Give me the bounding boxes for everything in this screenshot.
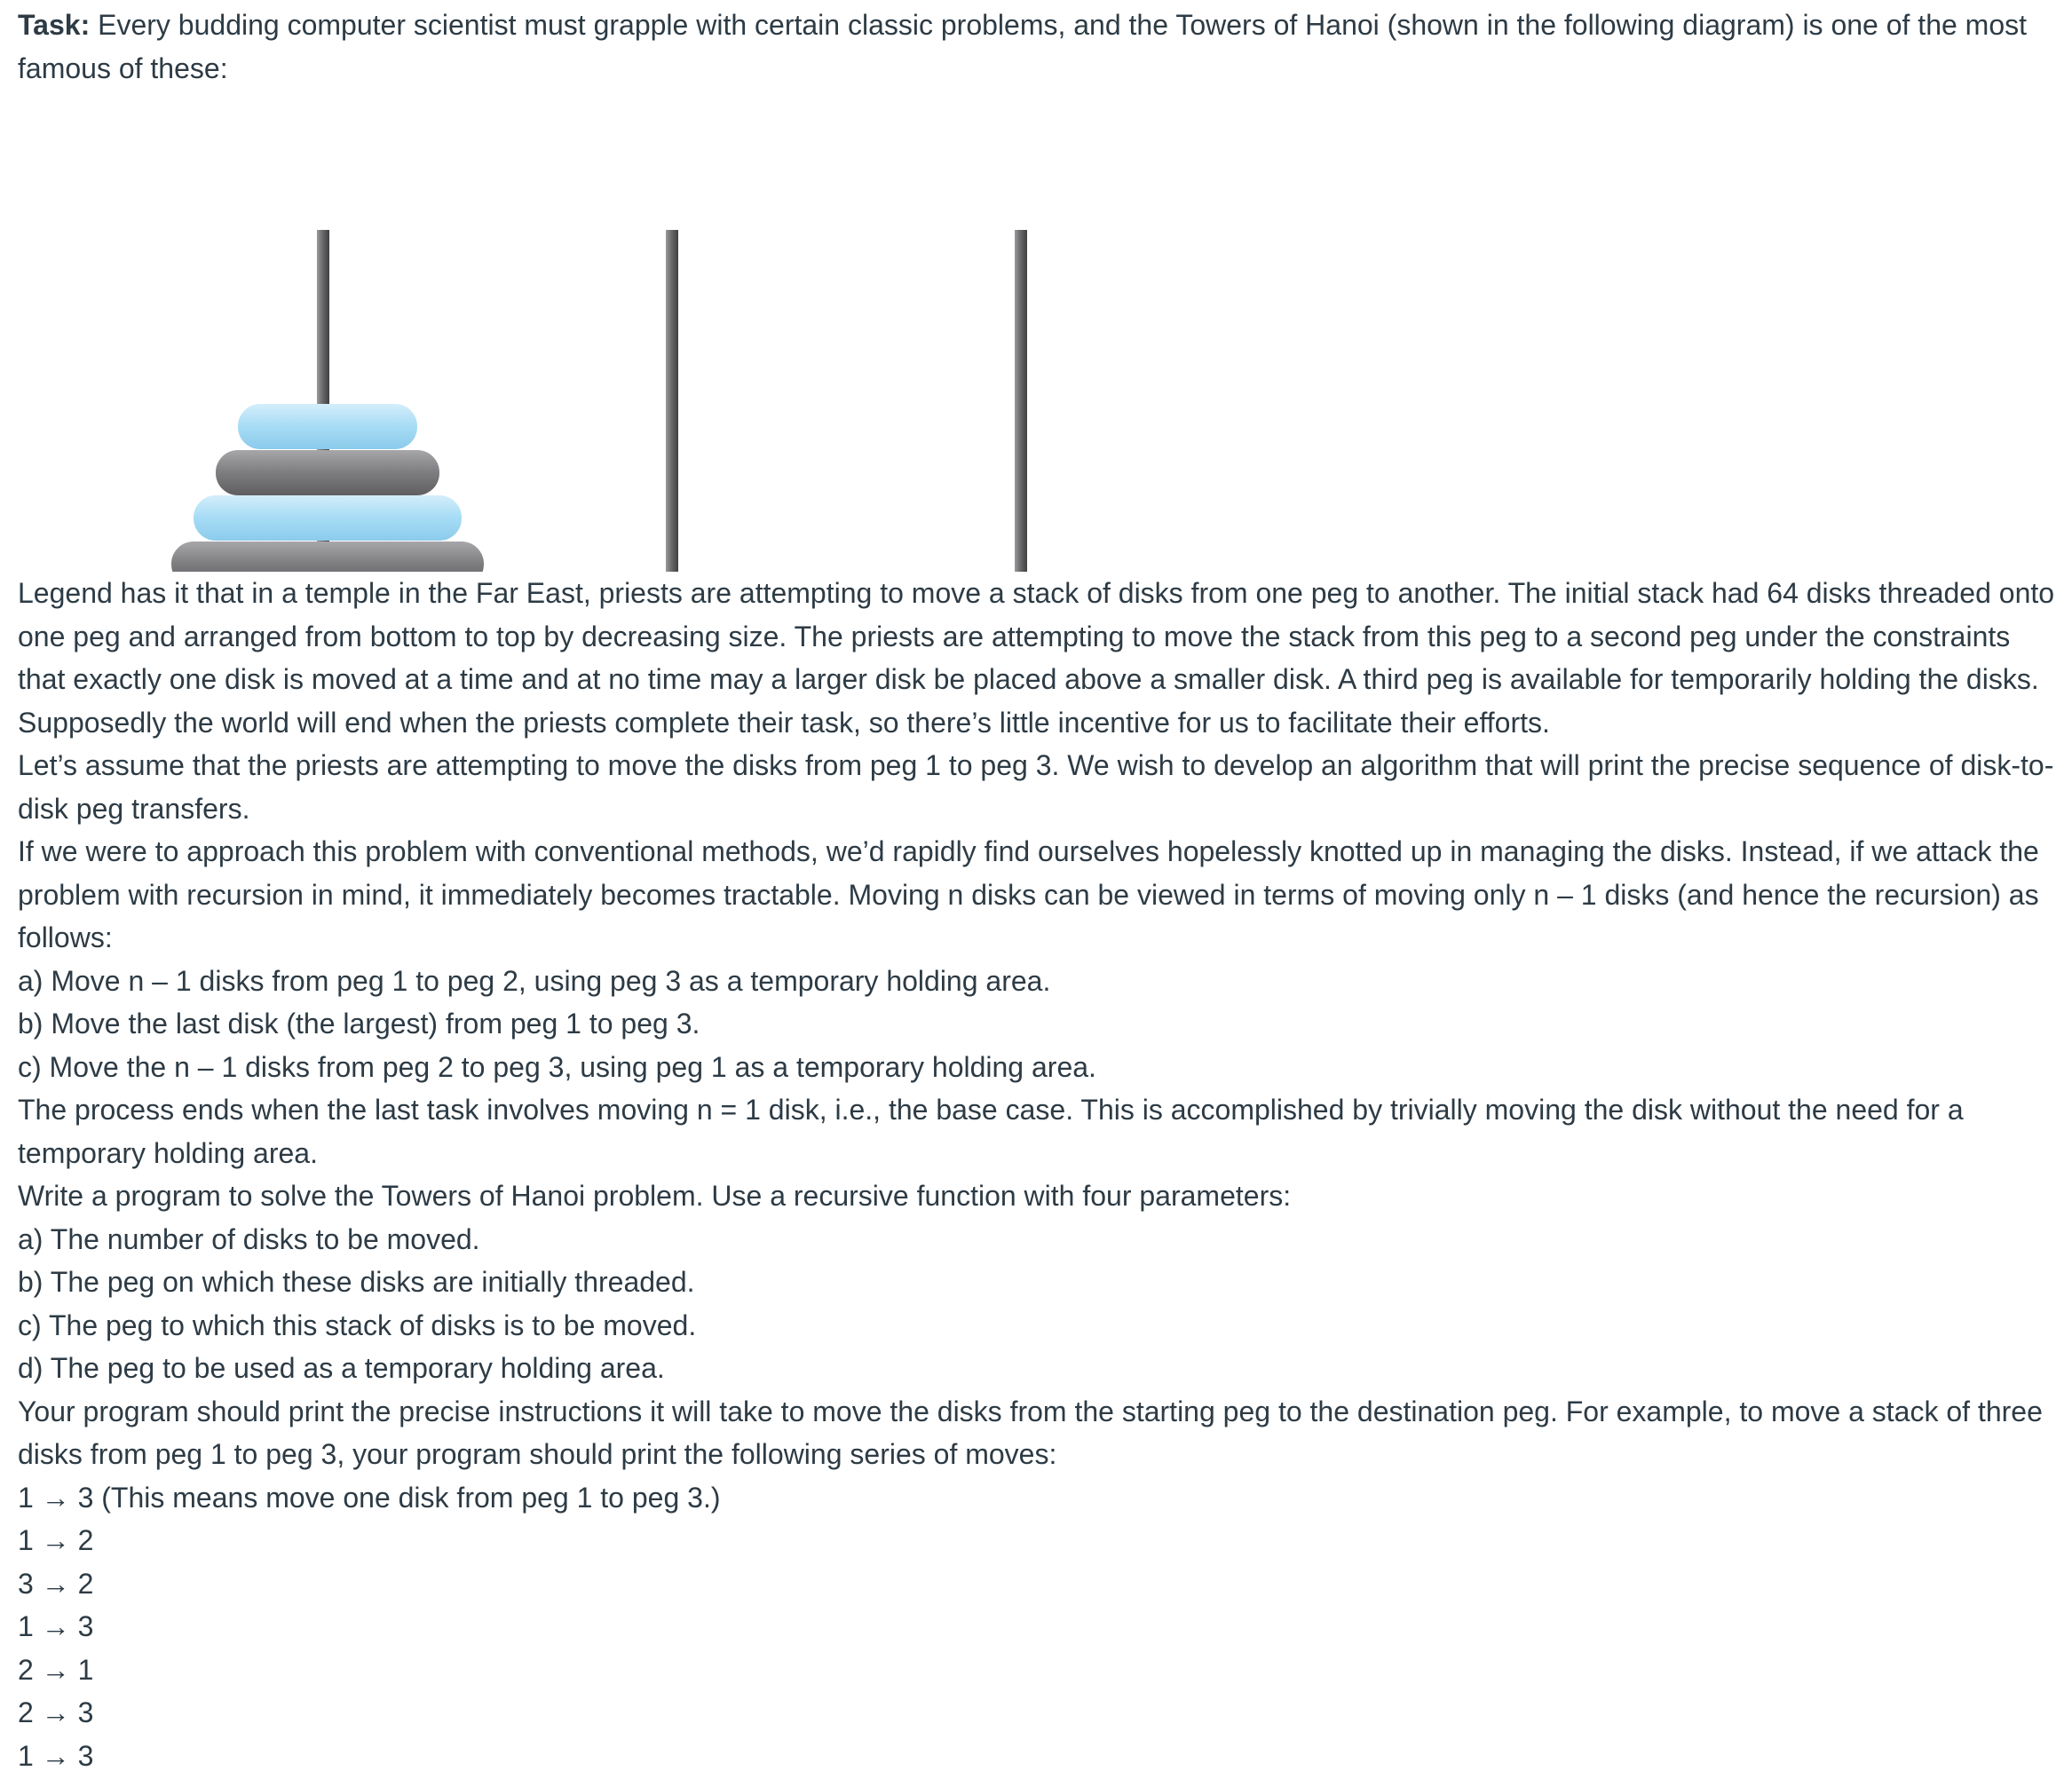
task-label: Task:	[18, 9, 91, 41]
step-a: a) Move n – 1 disks from peg 1 to peg 2, using peg 3 as a temporary holding area.	[18, 964, 1051, 997]
task-document	[18, 0, 2060, 1777]
move-line: 1 → 3	[18, 1739, 94, 1772]
move-line: 1 → 3 (This means move one disk from peg 1 to peg 3.)	[18, 1481, 721, 1514]
step-b: b) Move the last disk (the largest) from peg 1 to peg 3.	[18, 1008, 700, 1040]
disk-3	[194, 495, 462, 541]
peg-2	[666, 230, 678, 572]
towers-of-hanoi-illustration	[18, 90, 1261, 572]
legend-paragraph: Legend has it that in a temple in the Far East, priests are attempting to move a stack of disks from one peg to another. The initial stack had 64 disks threaded onto one peg and arranged from bottom to top by decreasing size. The priests are attempting to move the stack from this peg to a second peg under the constraints that exactly one disk is moved at a time and at no time may a larger disk be placed above a smaller disk. A third peg is available for temporarily holding the disks. Supposedly the world will end when the priests complete their task, so there’s little incentive for us to facilitate their efforts.	[18, 577, 2055, 739]
parameter-c: c) The peg to which this stack of disks is to be moved.	[18, 1309, 697, 1341]
base-case-paragraph: The process ends when the last task involves moving n = 1 disk, i.e., the base case. This is accomplished by trivially moving the disk without the need for a temporary holding area.	[18, 1094, 1964, 1169]
parameter-a: a) The number of disks to be moved.	[18, 1222, 480, 1255]
example-paragraph: Your program should print the precise instructions it will take to move the disks from the starting peg to the destination peg. For example, to move a stack of three disks from peg 1 to peg 3, your program should print the following series of moves:	[18, 1395, 2043, 1470]
move-line: 3 → 2	[18, 1567, 94, 1600]
peg-3	[1015, 230, 1027, 572]
move-line: 2 → 3	[18, 1696, 94, 1728]
assumption-paragraph: Let’s assume that the priests are attempting to move the disks from peg 1 to peg 3. We wish to develop an algorithm that will print the precise sequence of disk-to-disk peg transfers.	[18, 749, 2054, 825]
disk-2	[216, 450, 439, 495]
parameter-d: d) The peg to be used as a temporary holding area.	[18, 1352, 665, 1384]
step-c: c) Move the n – 1 disks from peg 2 to peg 3, using peg 1 as a temporary holding area.	[18, 1050, 1096, 1083]
move-line: 2 → 1	[18, 1653, 94, 1686]
parameter-b: b) The peg on which these disks are initially threaded.	[18, 1266, 695, 1298]
task-intro	[18, 0, 2060, 90]
disk-4-largest	[171, 542, 484, 572]
move-line: 1 → 3	[18, 1610, 94, 1642]
task-intro-text: Every budding computer scientist must grapple with certain classic problems, and the Towers of Hanoi (shown in the following diagram) is one of the most famous of these:	[18, 9, 2028, 84]
task-body	[18, 572, 2060, 1777]
towers-of-hanoi-diagram	[18, 90, 2060, 572]
recursion-paragraph: If we were to approach this problem with conventional methods, we’d rapidly find ourselves hopelessly knotted up in managing the disks. Instead, if we attack the problem with recursion in mind, it immediately becomes tractable. Moving n disks can be viewed in terms of moving only n – 1 disks (and hence the recursion) as follows:	[18, 835, 2039, 953]
program-instruction: Write a program to solve the Towers of Hanoi problem. Use a recursive function with four parameters:	[18, 1180, 1292, 1212]
disk-1-smallest	[238, 404, 417, 449]
move-line: 1 → 2	[18, 1524, 94, 1556]
